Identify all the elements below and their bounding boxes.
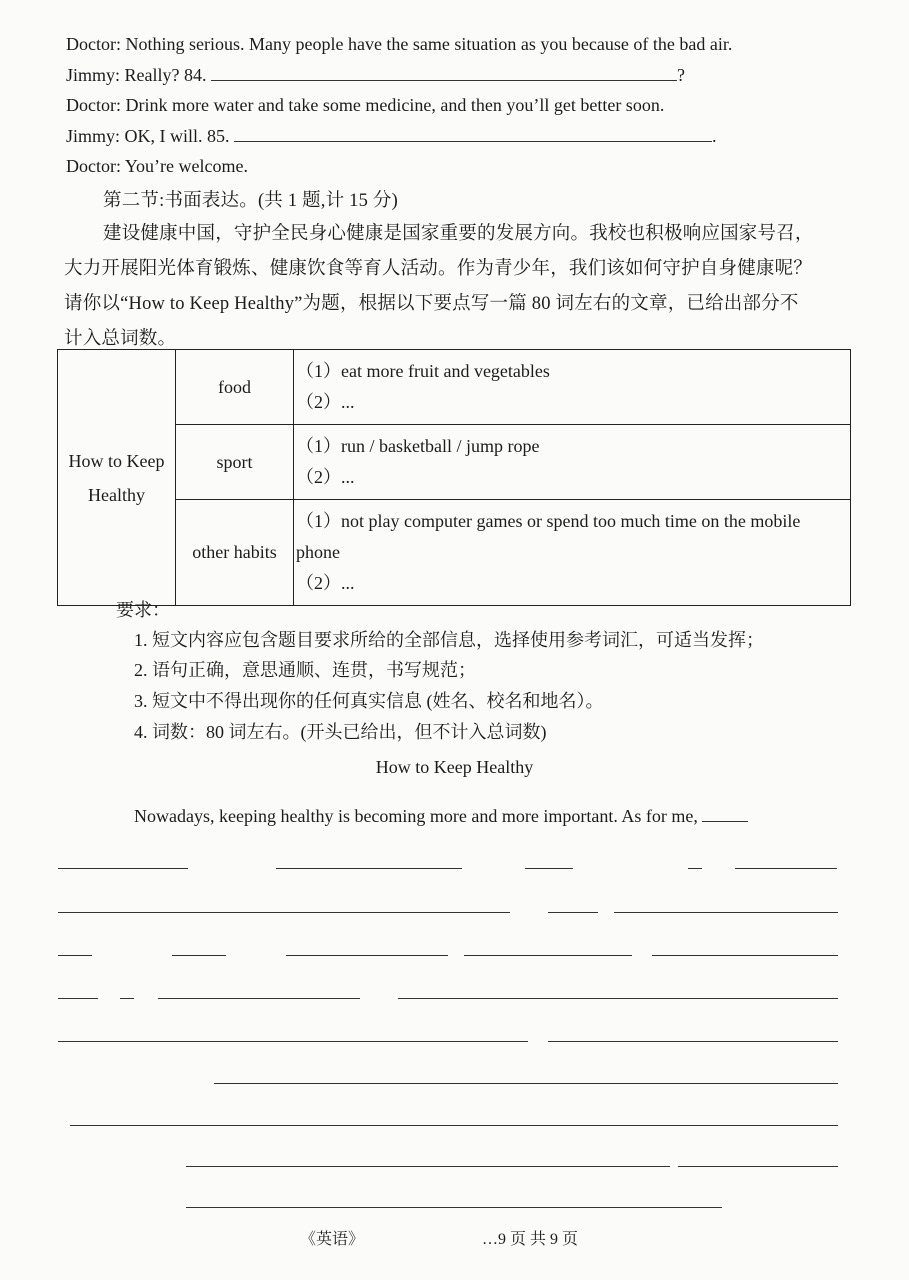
point: （2）... bbox=[296, 467, 355, 487]
point: （1）not play computer games or spend too much time on the mobile phone bbox=[296, 511, 801, 562]
dialogue-text: You’re welcome. bbox=[124, 156, 248, 176]
dialogue-line-1 bbox=[66, 34, 732, 55]
requirement-4: 4. 词数：80 词左右。(开头已给出，但不计入总词数) bbox=[134, 722, 547, 742]
writing-line[interactable] bbox=[678, 1166, 838, 1167]
writing-line[interactable] bbox=[172, 955, 226, 956]
speaker: Doctor: bbox=[66, 156, 121, 176]
writing-line[interactable] bbox=[58, 868, 188, 869]
writing-line[interactable] bbox=[286, 955, 448, 956]
intro-line-1: 建设健康中国，守护全民身心健康是国家重要的发展方向。我校也积极响应国家号召， bbox=[103, 224, 814, 244]
dialogue-text: Drink more water and take some medicine, and then you’ll get better soon. bbox=[125, 95, 665, 115]
category-sport: sport bbox=[176, 425, 294, 500]
essay-title: How to Keep Healthy bbox=[375, 757, 534, 777]
dialogue-line-5 bbox=[66, 156, 248, 177]
speaker: Doctor: bbox=[66, 95, 121, 115]
answer-blank-85[interactable] bbox=[234, 125, 712, 142]
intro-line-4: 计入总词数。 bbox=[64, 329, 177, 349]
essay-opening-line bbox=[134, 805, 748, 827]
dialogue-line-3 bbox=[66, 95, 664, 116]
intro-line-2: 大力开展阳光体育锻炼、健康饮食等育人活动。作为青少年，我们该如何守护自身健康呢？ bbox=[64, 259, 813, 279]
speaker: Jimmy: bbox=[66, 65, 121, 85]
footer-page: …9 页 共 9 页 bbox=[482, 1231, 579, 1248]
points-food bbox=[294, 350, 851, 425]
footer-subject: 《英语》 bbox=[300, 1231, 365, 1248]
writing-line[interactable] bbox=[186, 1207, 722, 1208]
requirement-3: 3. 短文中不得出现你的任何真实信息 (姓名、校名和地名）。 bbox=[134, 691, 604, 711]
row-header: How to Keep Healthy bbox=[58, 350, 176, 606]
dialogue-line-2 bbox=[66, 64, 685, 86]
writing-line[interactable] bbox=[688, 868, 702, 869]
question-mark: ? bbox=[677, 65, 685, 85]
requirements-label: 要求： bbox=[116, 600, 170, 620]
outline-table bbox=[57, 349, 851, 606]
point: （2）... bbox=[296, 573, 355, 593]
dialogue-text: OK, I will. 85. bbox=[124, 126, 230, 146]
writing-line[interactable] bbox=[58, 955, 92, 956]
points-other-habits bbox=[294, 500, 851, 606]
category-other-habits: other habits bbox=[176, 500, 294, 606]
speaker: Doctor: bbox=[66, 34, 121, 54]
point: （1）run / basketball / jump rope bbox=[296, 436, 540, 456]
writing-line[interactable] bbox=[548, 912, 598, 913]
speaker: Jimmy: bbox=[66, 126, 121, 146]
requirement-2: 2. 语句正确，意思通顺、连贯，书写规范； bbox=[134, 660, 476, 680]
intro-line-3: 请你以“How to Keep Healthy”为题，根据以下要点写一篇 80 词左右的文章，已给出部分不 bbox=[64, 294, 799, 314]
dialogue-text: Really? 84. bbox=[124, 65, 207, 85]
point: （1）eat more fruit and vegetables bbox=[296, 361, 550, 381]
writing-line[interactable] bbox=[614, 912, 838, 913]
answer-blank-84[interactable] bbox=[211, 64, 677, 81]
dialogue-text: Nothing serious. Many people have the same situation as you because of the bad air. bbox=[125, 34, 733, 54]
dialogue-line-4 bbox=[66, 125, 717, 147]
writing-line[interactable] bbox=[214, 1083, 838, 1084]
category-food: food bbox=[176, 350, 294, 425]
writing-line[interactable] bbox=[735, 868, 837, 869]
writing-line[interactable] bbox=[398, 998, 838, 999]
writing-line[interactable] bbox=[186, 1166, 670, 1167]
points-sport bbox=[294, 425, 851, 500]
section-heading: 第二节:书面表达。(共 1 题,计 15 分) bbox=[103, 191, 398, 211]
writing-line[interactable] bbox=[120, 998, 134, 999]
writing-line[interactable] bbox=[58, 1041, 528, 1042]
writing-line[interactable] bbox=[70, 1125, 838, 1126]
essay-opening: Nowadays, keeping healthy is becoming more and more important. As for me, bbox=[134, 806, 698, 826]
writing-line[interactable] bbox=[464, 955, 632, 956]
writing-line[interactable] bbox=[158, 998, 360, 999]
opening-blank[interactable] bbox=[702, 805, 748, 822]
writing-line[interactable] bbox=[276, 868, 462, 869]
writing-line[interactable] bbox=[58, 998, 98, 999]
point: （2）... bbox=[296, 392, 355, 412]
writing-line[interactable] bbox=[652, 955, 838, 956]
writing-line[interactable] bbox=[58, 912, 510, 913]
writing-line[interactable] bbox=[525, 868, 573, 869]
requirement-1: 1. 短文内容应包含题目要求所给的全部信息，选择使用参考词汇，可适当发挥； bbox=[134, 630, 764, 650]
period: . bbox=[712, 126, 717, 146]
writing-line[interactable] bbox=[548, 1041, 838, 1042]
